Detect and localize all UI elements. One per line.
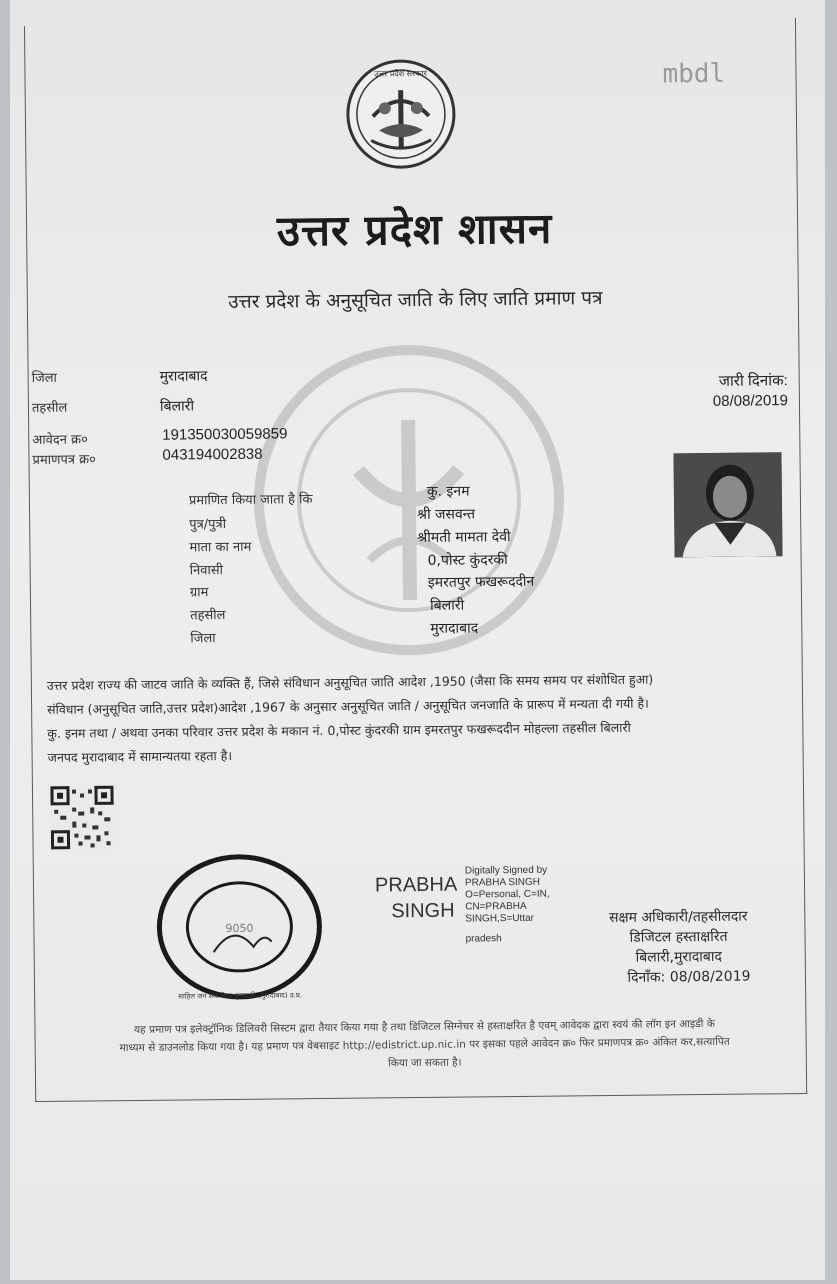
digital-signature-line: SINGH,S=Uttar [465, 912, 535, 925]
digital-signature-details [465, 865, 550, 946]
certificate-body [47, 666, 778, 770]
body-line: उत्तर प्रदेश राज्य की जाटव जाति के व्यक्ति हैं, जिसे संविधान अनुसूचित जाति आदेश ,1950 (जैसा कि समय समय पर संशोधित हुआ) [46, 671, 654, 693]
round-seal [153, 851, 327, 1003]
certificate-number-label: प्रमाणपत्र क्र० [32, 452, 96, 469]
application-number-label: आवेदन क्र० [32, 432, 88, 449]
digital-signature-line: Digitally Signed by [464, 864, 548, 877]
footer-note [54, 1014, 795, 1076]
district-label: जिला [31, 370, 57, 387]
detail-value-resident: 0,पोस्ट कुंदरकी [427, 552, 508, 569]
body-line: कु. इनम तथा / अथवा उनका परिवार उत्तर प्रदेश के मकान नं. 0,पोस्ट कुंदरकी ग्राम इमरतपुर फखरूददीन मोहल्ला तहसील बिलारी [47, 719, 631, 741]
page-title: उत्तर प्रदेश शासन [276, 203, 553, 256]
detail-label-resident: निवासी [189, 563, 224, 579]
detail-value-district: मुरादाबाद [430, 620, 479, 637]
authority-designation: सक्षम अधिकारी/तहसीलदार [609, 908, 748, 927]
detail-label-tehsil: तहसील [190, 608, 226, 624]
issue-date: 08/08/2019 [712, 392, 789, 410]
seal-text: साहिल जन सेवा केन्द्र कुन्दरकी (मुरादाबाद) उ.प्र. [178, 991, 303, 1001]
detail-label-district: जिला [190, 631, 216, 647]
body-line: संविधान (अनुसूचित जाति,उत्तर प्रदेश)आदेश ,1967 के अनुसार अनुसूचित जाति / अनुसूचित जनजाति के प्रारूप में मन्यता दी गयी है। [47, 695, 649, 717]
detail-value-name: कु. इनम [426, 483, 470, 500]
issue-date-label: जारी दिनांक: [718, 372, 788, 390]
detail-label-mother: माता का नाम [189, 539, 252, 556]
footer-line: माध्यम से डाउनलोड किया गया है। यह प्रमाण पत्र वेबसाइट http://edistrict.up.nic.in पर इसका पहले आवेदन क्र० फिर प्रमाणपत्र क्र० अंकित कर,सत्यापित [119, 1035, 730, 1055]
certificate-number: 043194002838 [162, 445, 263, 464]
certificate-subtitle: उत्तर प्रदेश के अनुसूचित जाति के लिए जाति प्रमाण पत्र [228, 287, 603, 313]
tehsil-value: बिलारी [159, 398, 195, 415]
signer-name-line2: SINGH [391, 899, 455, 923]
digital-signature-line: PRABHA SINGH [464, 876, 541, 889]
detail-label-village: ग्राम [189, 585, 209, 601]
digital-signature-line: O=Personal, C=IN, [465, 888, 550, 901]
detail-label-certified: प्रमाणित किया जाता है कि [188, 492, 313, 509]
authority-location: बिलारी,मुरादाबाद [635, 948, 723, 966]
detail-value-tehsil: बिलारी [429, 597, 465, 614]
footer-line: किया जा सकता है। [388, 1056, 462, 1070]
detail-value-mother: श्रीमती मामता देवी [417, 529, 511, 547]
authority-digitally-signed: डिजिटल हस्ताक्षरित [629, 928, 728, 946]
detail-value-father: श्री जसवन्त [417, 506, 476, 524]
tehsil-label: तहसील [31, 400, 68, 417]
detail-value-village: इमरतपुर फखरूददीन [427, 573, 535, 591]
footer-line: यह प्रमाण पत्र इलेक्ट्रॉनिक डिलिवरी सिस्टम द्वारा तैयार किया गया है तथा डिजिटल सिग्नेचर से हस्ताक्षरित है एवम् आवेदक द्वारा स्वयं की लॉग इन आइडी के [134, 1017, 715, 1037]
authority-date: दिनाँक: 08/08/2019 [627, 968, 751, 986]
svg-text:9050: 9050 [225, 921, 254, 936]
handwritten-note: mbdl [662, 58, 726, 90]
up-government-emblem [344, 56, 457, 175]
application-number: 191350030059859 [162, 425, 288, 444]
emblem-text: उत्तर प्रदेश सरकार [374, 68, 427, 79]
body-line: जनपद मुरादाबाद में सामान्यतया रहता है। [47, 747, 233, 765]
digital-signature-line: CN=PRABHA [465, 900, 527, 913]
qr-code [50, 785, 115, 850]
digital-signature-line: pradesh [465, 933, 502, 945]
applicant-photo [673, 452, 782, 557]
signer-name-line1: PRABHA [374, 873, 458, 897]
detail-label-child-of: पुत्र/पुत्री [189, 517, 227, 533]
district-value: मुरादाबाद [159, 368, 208, 385]
